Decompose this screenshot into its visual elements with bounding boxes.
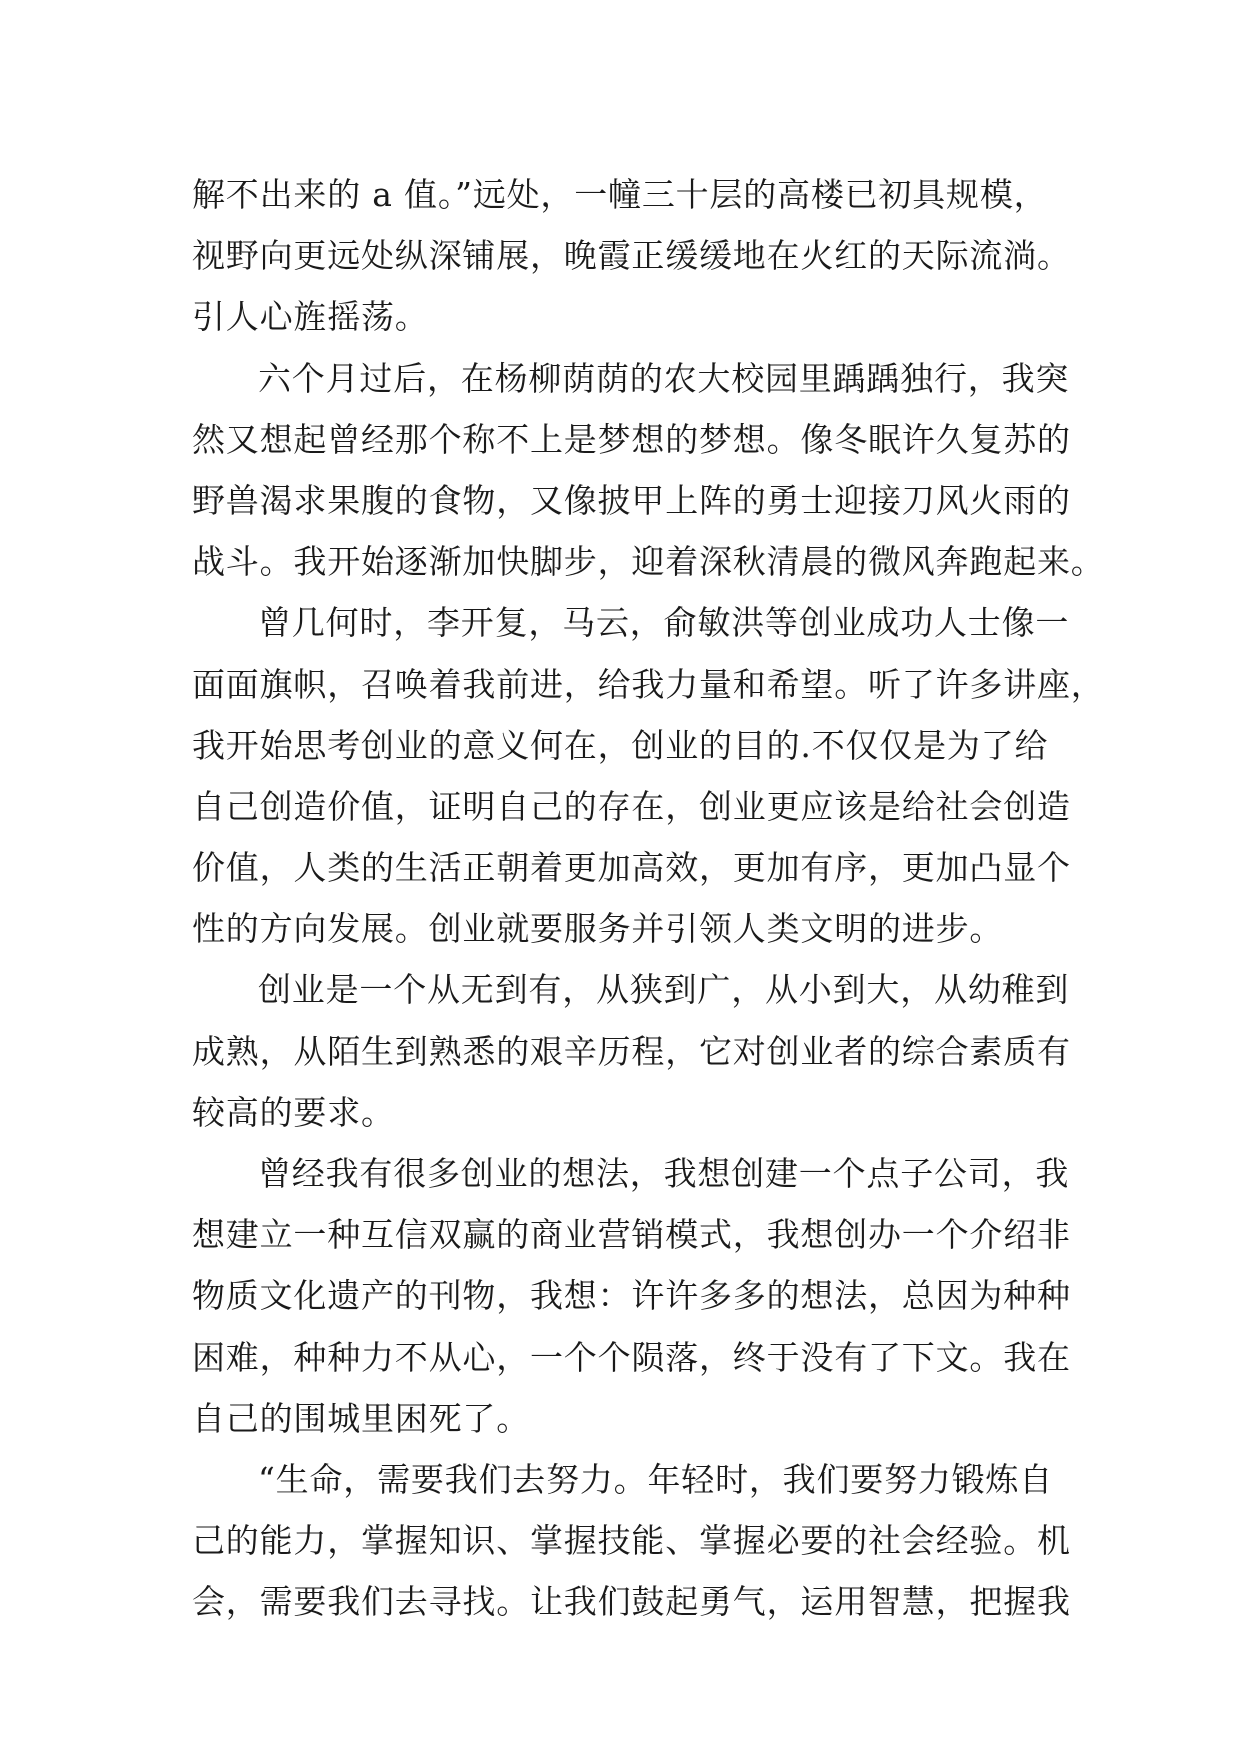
document-body: [192, 164, 1105, 1633]
text-line: 自己的围城里困死了。: [192, 1398, 530, 1438]
text-line-first: “生命，需要我们去努力。年轻时，我们要努力锻炼自: [258, 1459, 1054, 1499]
text-line: 己的能力，掌握知识、掌握技能、掌握必要的社会经验。机: [192, 1521, 1071, 1561]
text-line: 会，需要我们去寻找。让我们鼓起勇气，运用智慧，把握我: [192, 1582, 1071, 1622]
text-line-first: 六个月过后，在杨柳荫荫的农大校园里踽踽独行，我突: [258, 358, 1070, 398]
paragraph-6: [192, 1449, 1072, 1633]
text-line: 然又想起曾经那个称不上是梦想的梦想。像冬眠许久复苏的: [192, 419, 1071, 459]
text-line: 战斗。我开始逐渐加快脚步，迎着深秋清晨的微风奔跑起来。: [192, 542, 1105, 582]
text-line: 自己创造价值，证明自己的存在，创业更应该是给社会创造: [192, 786, 1071, 826]
text-line: 成熟，从陌生到熟悉的艰辛历程，它对创业者的综合素质有: [192, 1031, 1071, 1071]
text-line: 我开始思考创业的意义何在，创业的目的.不仅仅是为了给: [192, 725, 1049, 765]
text-line-first: 创业是一个从无到有，从狭到广，从小到大，从幼稚到: [258, 970, 1070, 1010]
text-line: 野兽渴求果腹的食物，又像披甲上阵的勇士迎接刀风火雨的: [192, 480, 1071, 520]
paragraph-4: [192, 959, 1072, 1143]
paragraph-3: [192, 592, 1105, 959]
text-line: 困难，种种力不从心，一个个陨落，终于没有了下文。我在: [192, 1337, 1071, 1377]
text-line: 价值，人类的生活正朝着更加高效，更加有序，更加凸显个: [192, 848, 1071, 888]
paragraph-5: [192, 1143, 1072, 1449]
paragraph-1: [192, 164, 1072, 348]
text-line: 性的方向发展。创业就要服务并引领人类文明的进步。: [192, 909, 1004, 949]
text-line-first: 曾经我有很多创业的想法，我想创建一个点子公司，我: [258, 1154, 1070, 1193]
text-line: 想建立一种互信双赢的商业营销模式，我想创办一个介绍非: [192, 1215, 1071, 1255]
text-line: 引人心旌摇荡。: [192, 297, 429, 337]
paragraph-2: [192, 348, 1105, 593]
text-line: 较高的要求。: [192, 1092, 395, 1132]
text-line: 解不出来的 a 值。”远处，一幢三十层的高楼已初具规模，: [192, 175, 1048, 214]
text-line: 物质文化遗产的刊物，我想：许许多多的想法，总因为种种: [192, 1276, 1071, 1316]
text-line-first: 曾几何时，李开复，马云，俞敏洪等创业成功人士像一: [258, 603, 1070, 643]
text-line: 面面旗帜，召唤着我前进，给我力量和希望。听了许多讲座，: [192, 664, 1105, 704]
text-line: 视野向更远处纵深铺展，晚霞正缓缓地在火红的天际流淌。: [192, 236, 1071, 276]
